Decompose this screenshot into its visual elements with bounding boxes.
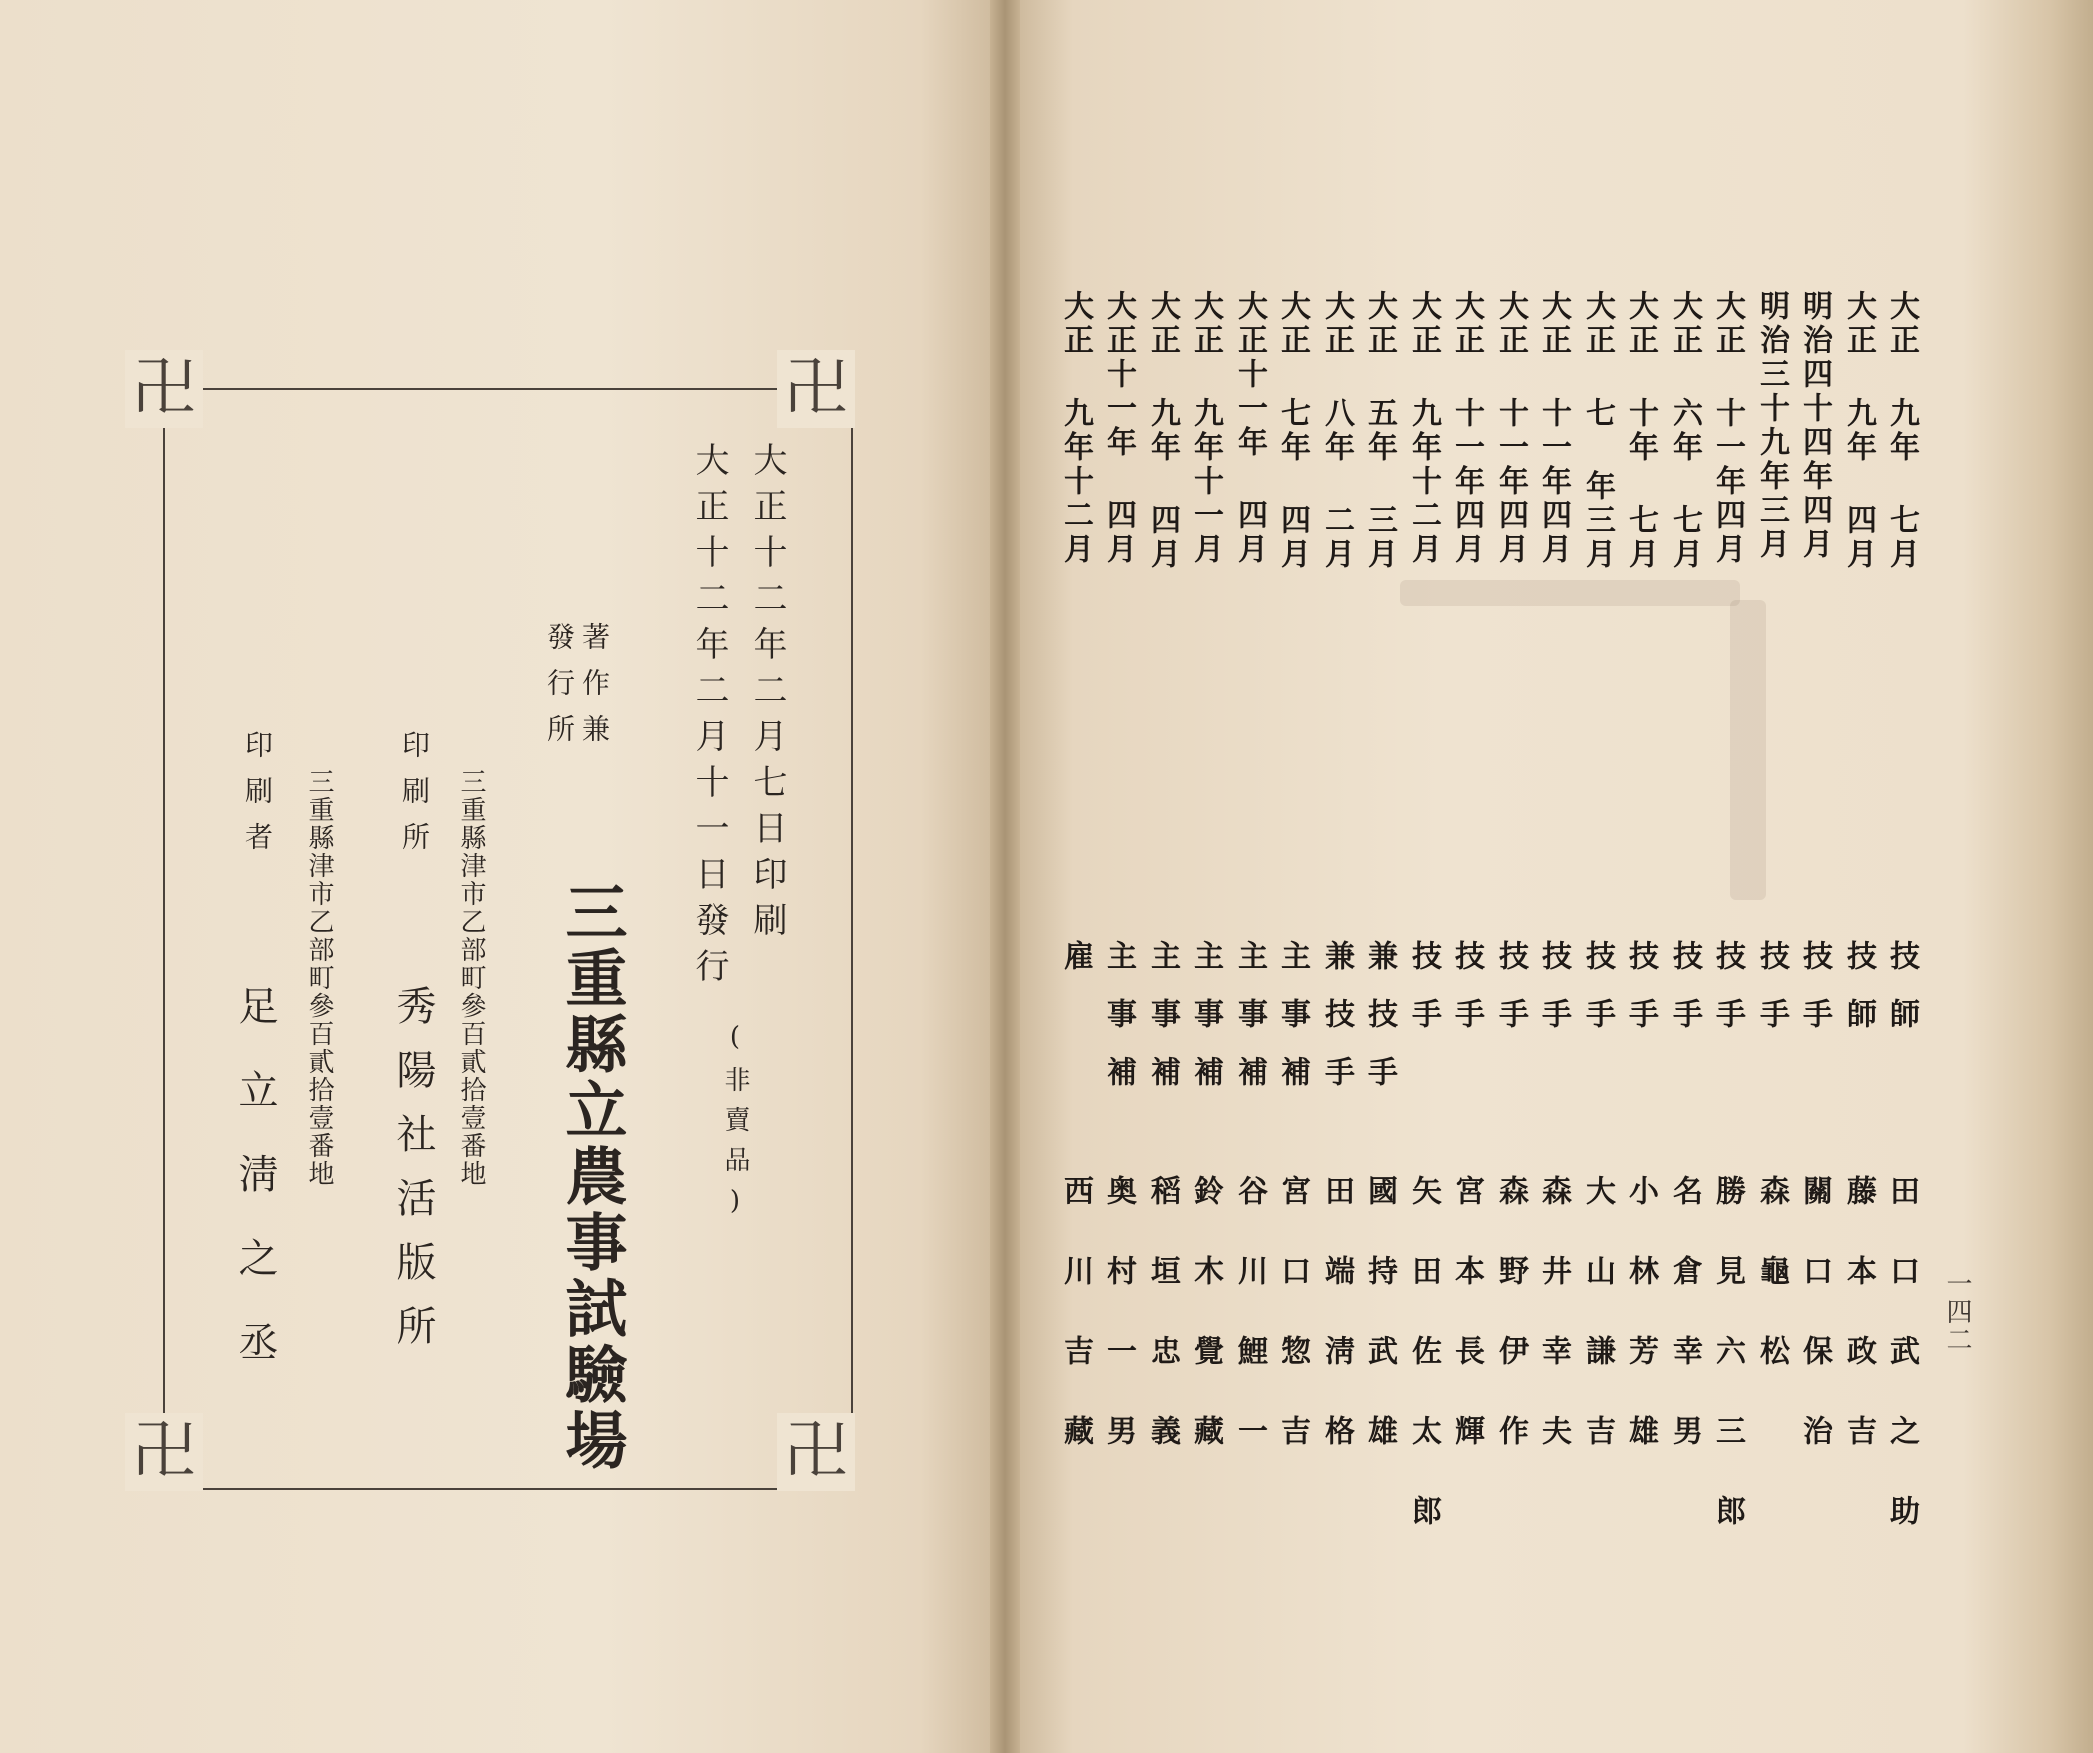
roster-date: 大正 九年十二月 <box>1058 290 1093 567</box>
corner-ornament-icon: 卍 <box>777 1413 855 1491</box>
roster-name: 關口保治 <box>1797 1175 1832 1495</box>
roster-title: 技手 <box>1797 940 1832 1056</box>
roster-date: 大正 九年十一月 <box>1188 290 1223 567</box>
roster-title: 兼技手 <box>1362 940 1397 1114</box>
roster-entry <box>1275 290 1317 1495</box>
roster-date: 大正 五年 三月 <box>1362 290 1397 572</box>
roster-name: 名倉幸男 <box>1667 1175 1702 1495</box>
roster-title: 主事補 <box>1275 940 1310 1114</box>
roster-name: 藤本政吉 <box>1841 1175 1876 1495</box>
roster-entry <box>1406 290 1448 1575</box>
roster-date: 明治四十四年四月 <box>1797 290 1832 562</box>
printing-house-label: 印刷所 <box>398 730 431 868</box>
printer-address: 三重縣津市乙部町參百貳拾壹番地 <box>304 768 334 1188</box>
roster-name: 森井幸夫 <box>1536 1175 1571 1495</box>
roster-name: 西川吉藏 <box>1058 1175 1093 1495</box>
author-publisher-label-1: 著作兼 <box>578 622 611 760</box>
roster-entry <box>1536 290 1578 1495</box>
roster-title: 技手 <box>1623 940 1658 1056</box>
show-through-smudge <box>1730 600 1766 900</box>
roster-name: 大山謙吉 <box>1580 1175 1615 1495</box>
roster-title: 技手 <box>1710 940 1745 1056</box>
roster-date: 大正 十一年四月 <box>1536 290 1571 567</box>
roster-name: 谷川鯉一 <box>1232 1175 1267 1495</box>
roster-title: 技手 <box>1667 940 1702 1056</box>
roster-date: 大正 九年 七月 <box>1884 290 1919 572</box>
roster-entry <box>1884 290 1926 1575</box>
roster-name: 鈴木覺藏 <box>1188 1175 1223 1495</box>
roster-entry <box>1058 290 1100 1495</box>
roster-title: 雇 <box>1058 940 1093 998</box>
roster-entry <box>1580 290 1622 1495</box>
roster-date: 大正十一年 四月 <box>1232 290 1267 567</box>
roster-date: 大正 八年 二月 <box>1319 290 1354 572</box>
roster-title: 兼技手 <box>1319 940 1354 1114</box>
page-number: 一四二 <box>1942 1270 1972 1354</box>
roster-date: 大正 七 年三月 <box>1580 290 1615 572</box>
roster-name: 國持武雄 <box>1362 1175 1397 1495</box>
roster-title: 技師 <box>1884 940 1919 1056</box>
roster-name: 森龜松 <box>1754 1175 1789 1415</box>
roster-date: 大正 十一年四月 <box>1449 290 1484 567</box>
roster-entry <box>1319 290 1361 1495</box>
not-for-sale: (非賣品) <box>720 1022 750 1230</box>
show-through-smudge <box>1400 580 1740 606</box>
roster-date: 大正 九年 四月 <box>1841 290 1876 572</box>
roster-date: 大正 十一年四月 <box>1493 290 1528 567</box>
corner-ornament-icon: 卍 <box>125 350 203 428</box>
author-publisher-name: 三重縣立農事試驗場 <box>555 880 628 1474</box>
roster-entry <box>1145 290 1187 1495</box>
roster-title: 技手 <box>1536 940 1571 1056</box>
roster-entry <box>1188 290 1230 1495</box>
roster-name: 田端淸格 <box>1319 1175 1354 1495</box>
roster-entry <box>1797 290 1839 1495</box>
roster-title: 主事補 <box>1101 940 1136 1114</box>
roster-name: 森野伊作 <box>1493 1175 1528 1495</box>
roster-title: 技師 <box>1841 940 1876 1056</box>
roster-name: 矢田佐太郎 <box>1406 1175 1441 1575</box>
roster-entry <box>1362 290 1404 1495</box>
print-date: 大正十二年二月七日印刷 <box>747 442 787 948</box>
roster-date: 大正 九年十二月 <box>1406 290 1441 567</box>
roster-entry <box>1449 290 1491 1495</box>
printer-label: 印刷者 <box>241 730 274 868</box>
roster-date: 明治三十九年三月 <box>1754 290 1789 562</box>
roster-title: 技手 <box>1580 940 1615 1056</box>
corner-ornament-icon: 卍 <box>125 1413 203 1491</box>
printing-house-name: 秀陽社活版所 <box>390 985 436 1369</box>
roster-entry <box>1101 290 1143 1495</box>
roster-entry <box>1493 290 1535 1495</box>
roster-name: 勝見六三郎 <box>1710 1175 1745 1575</box>
roster-date: 大正 六年 七月 <box>1667 290 1702 572</box>
roster-date: 大正 七年 四月 <box>1275 290 1310 572</box>
roster-title: 主事補 <box>1188 940 1223 1114</box>
roster-name: 稻垣忠義 <box>1145 1175 1180 1495</box>
roster-name: 宮口惣吉 <box>1275 1175 1310 1495</box>
roster-name: 田口武之助 <box>1884 1175 1919 1575</box>
roster-name: 奥村一男 <box>1101 1175 1136 1495</box>
issue-date: 大正十二年二月十一日發行 <box>689 442 729 994</box>
roster-title: 主事補 <box>1145 940 1180 1114</box>
roster-date: 大正 十一年四月 <box>1710 290 1745 567</box>
roster-title: 技手 <box>1449 940 1484 1056</box>
roster-entry <box>1623 290 1665 1495</box>
roster-name: 宮本長輝 <box>1449 1175 1484 1495</box>
printing-house-address: 三重縣津市乙部町參百貳拾壹番地 <box>456 768 486 1188</box>
corner-ornament-icon: 卍 <box>777 350 855 428</box>
roster-entry <box>1667 290 1709 1495</box>
roster-date: 大正 十年 七月 <box>1623 290 1658 572</box>
roster-date: 大正十一年 四月 <box>1101 290 1136 567</box>
roster-title: 技手 <box>1754 940 1789 1056</box>
roster-date: 大正 九年 四月 <box>1145 290 1180 572</box>
roster-entry <box>1232 290 1274 1495</box>
roster-title: 技手 <box>1406 940 1441 1056</box>
roster-entry <box>1841 290 1883 1495</box>
printer-name: 足立淸之丞 <box>232 985 278 1405</box>
author-publisher-label-2: 發行所 <box>543 622 576 760</box>
roster-title: 主事補 <box>1232 940 1267 1114</box>
roster-name: 小林芳雄 <box>1623 1175 1658 1495</box>
roster-title: 技手 <box>1493 940 1528 1056</box>
book-gutter <box>990 0 1020 1753</box>
